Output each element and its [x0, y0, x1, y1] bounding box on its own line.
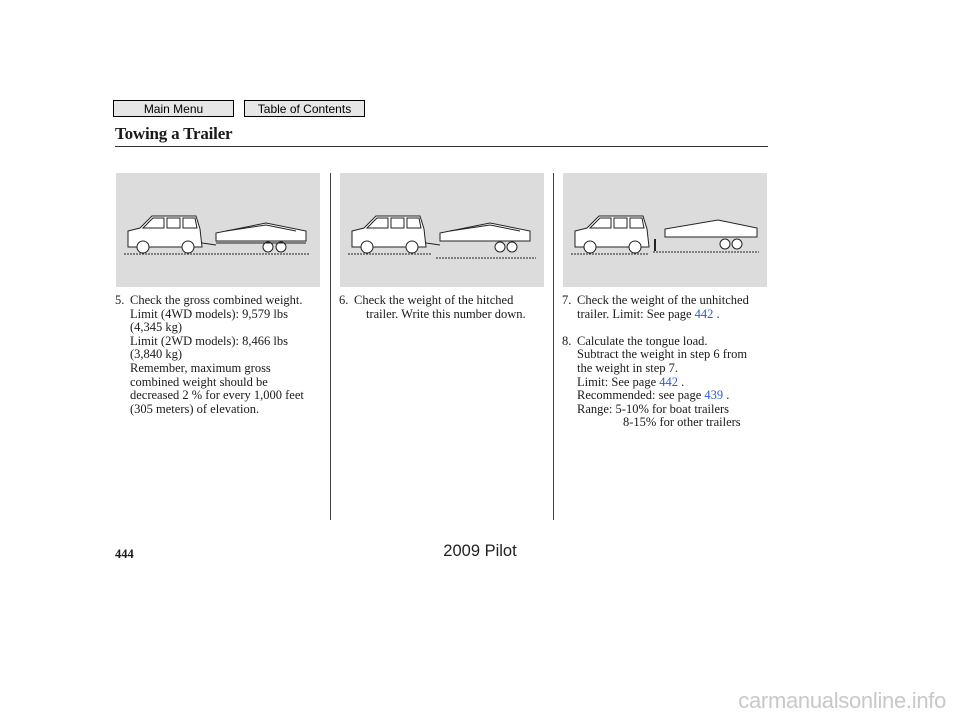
step-line-text: trailer. Limit: See page: [577, 306, 692, 321]
page-link-442[interactable]: 442: [694, 306, 714, 321]
step-line-text: .: [681, 374, 685, 389]
illustration-hitched-trailer: [340, 173, 544, 287]
page-title: Towing a Trailer: [115, 124, 233, 143]
step-line: Limit (4WD models): 9,579 lbs: [130, 306, 288, 321]
step-line: (3,840 kg): [130, 347, 183, 362]
step-line: Calculate the tongue load.: [577, 333, 708, 348]
step-line: (4,345 kg): [130, 320, 183, 335]
main-menu-button[interactable]: Main Menu: [113, 100, 234, 117]
footer-model-year: 2009 Pilot: [443, 542, 517, 560]
column-divider-2: [553, 173, 554, 520]
step-line: Range: 5-10% for boat trailers: [577, 401, 730, 416]
step-6-text: [339, 294, 526, 321]
step-5-text: [115, 294, 304, 416]
steps-7-8-text: [562, 294, 749, 430]
step-line: [577, 389, 749, 403]
step-line: Check the gross combined weight.: [130, 293, 303, 307]
suv-and-detached-boat-trailer-illustration: [563, 173, 767, 287]
step-line: (305 meters) of elevation.: [130, 401, 260, 416]
step-line: the weight in step 7.: [577, 360, 679, 375]
step-number: 8.: [562, 333, 572, 348]
step-line: Subtract the weight in step 6 from: [577, 347, 748, 362]
step-line-text: .: [716, 306, 720, 321]
step-line: Check the weight of the unhitched: [577, 293, 749, 307]
page-link-439[interactable]: 439: [704, 388, 724, 403]
step-line-text: Limit: See page: [577, 374, 657, 389]
step-line: Limit (2WD models): 8,466 lbs: [130, 333, 288, 348]
step-line: decreased 2 % for every 1,000 feet: [130, 388, 304, 403]
table-of-contents-button[interactable]: Table of Contents: [244, 100, 365, 117]
step-line-text: Recommended: see page: [577, 388, 702, 403]
illustration-combined-weight: [116, 173, 320, 287]
column-divider-1: [330, 173, 331, 520]
step-number: 5.: [115, 293, 125, 307]
suv-towing-boat-illustration: [116, 173, 320, 287]
step-line: [577, 376, 749, 390]
step-line: trailer. Write this number down.: [366, 306, 526, 321]
suv-towing-boat-illustration: [340, 173, 544, 287]
step-line: Remember, maximum gross: [130, 360, 271, 375]
page-number: 444: [115, 547, 134, 561]
step-line: 8-15% for other trailers: [623, 415, 741, 430]
step-number: 7.: [562, 293, 572, 307]
step-number: 6.: [339, 293, 349, 307]
step-line-text: .: [726, 388, 730, 403]
page-link-442[interactable]: 442: [659, 374, 679, 389]
watermark: carmanualsonline.info: [738, 688, 946, 713]
step-line: [577, 308, 749, 322]
step-line: Check the weight of the hitched: [354, 293, 514, 307]
title-rule: [115, 146, 768, 147]
illustration-unhitched-trailer: [563, 173, 767, 287]
step-line: combined weight should be: [130, 374, 268, 389]
